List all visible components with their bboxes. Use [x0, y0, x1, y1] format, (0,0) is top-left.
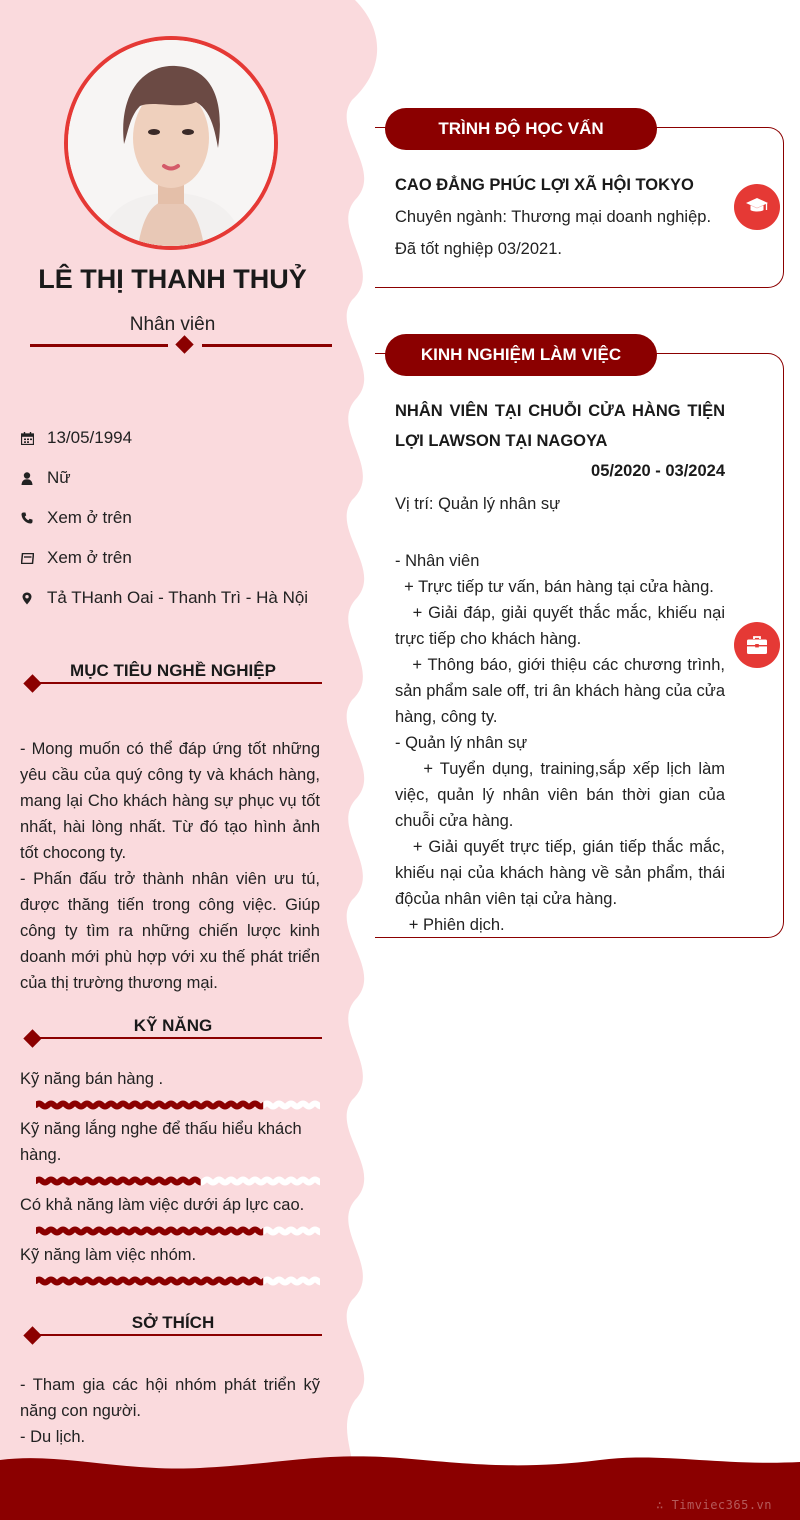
hobby-line: - Tham gia các hội nhóm phát triển kỹ năng con người. [20, 1376, 320, 1420]
objective-line: - Phấn đấu trở thành nhân viên ưu tú, được thăng tiến trong công việc. Giúp công ty tìm ra những chiến lược kinh doanh mới phù hợp với xu thế phát triển của thị trường thương mại. [20, 870, 320, 992]
watermark: ∴ Timviec365.vn [656, 1498, 772, 1512]
graduation-cap-icon [745, 197, 769, 217]
full-name: LÊ THỊ THANH THUỶ [38, 264, 307, 294]
skill-label: Kỹ năng làm việc nhóm. [20, 1246, 197, 1264]
header-line [38, 1037, 322, 1039]
education-graduation: Đã tốt nghiệp 03/2021. [395, 240, 562, 258]
divider-left [30, 344, 168, 347]
phone-value: Xem ở trên [47, 508, 132, 527]
sidebar [0, 0, 345, 1470]
job-title: NHÂN VIÊN TẠI CHUỖI CỬA HÀNG TIỆN LỢI LAWSON TẠI NAGOYA [395, 402, 725, 450]
hobbies-header [24, 1313, 322, 1349]
email-value: Xem ở trên [47, 548, 132, 567]
education-tab: TRÌNH ĐỘ HỌC VẤN [385, 108, 657, 150]
objective-text [20, 736, 320, 996]
info-birthday [20, 426, 132, 450]
user-icon [20, 471, 34, 485]
skill-bar [36, 1274, 320, 1288]
job-detail-line: - Nhân viên [395, 552, 480, 570]
job-detail-line: + Tuyển dụng, training,sắp xếp lịch làm việc, quản lý nhân viên bán thời gian của chuỗi cửa hàng. [395, 760, 730, 830]
objective-line: - Mong muốn có thể đáp ứng tốt những yêu cầu của quý công ty và khách hàng, mang lại Cho khách hàng sự phục vụ tốt nhất, hài lòng nhất. Từ đó tạo hình ảnh tốt chocong ty. [20, 740, 320, 862]
objective-header [24, 661, 322, 697]
info-address [20, 586, 308, 610]
skills-header [24, 1016, 322, 1052]
job-detail-line: + Phiên dịch. [395, 916, 505, 934]
skill-bar [36, 1224, 320, 1238]
job-role: Nhân viên [129, 314, 216, 335]
info-phone [20, 506, 132, 530]
avatar [64, 36, 278, 250]
job-detail-line: + Giải quyết trực tiếp, gián tiếp thắc mắc, khiếu nại của khách hàng về sản phẩm, thái độcủa nhân viên tại cửa hàng. [395, 838, 730, 908]
phone-icon [20, 511, 34, 525]
job-detail-line: + Giải đáp, giải quyết thắc mắc, khiếu nại trực tiếp cho khách hàng. [395, 604, 730, 648]
hobbies-text [20, 1372, 320, 1450]
objective-title: MỤC TIÊU NGHỀ NGHIỆP [70, 661, 276, 680]
skills-title: KỸ NĂNG [133, 1016, 213, 1035]
job-period: 05/2020 - 03/2024 [591, 462, 725, 480]
hobby-line: - Du lịch. [20, 1428, 86, 1446]
job-detail-line: - Quản lý nhân sự [395, 734, 528, 752]
info-email [20, 546, 132, 570]
school-name: CAO ĐẲNG PHÚC LỢI XÃ HỘI TOKYO [395, 176, 694, 194]
skill-label: Kỹ năng bán hàng . [20, 1070, 164, 1088]
profile-photo [68, 40, 274, 246]
skill-bar [36, 1174, 320, 1188]
experience-badge [734, 622, 780, 668]
gender-value: Nữ [47, 468, 71, 487]
address-value: Tả THanh Oai - Thanh Trì - Hà Nội [47, 588, 309, 607]
header-line [38, 1334, 322, 1336]
skill-label: Có khả năng làm việc dưới áp lực cao. [20, 1196, 305, 1214]
briefcase-icon [746, 636, 768, 655]
job-detail-line: + Thông báo, giới thiệu các chương trình, sản phẩm sale off, tri ân khách hàng của cửa hàng, công ty. [395, 656, 730, 726]
skill-bar [36, 1098, 320, 1112]
experience-tab: KINH NGHIỆM LÀM VIỆC [385, 334, 657, 376]
info-gender [20, 466, 71, 490]
birthday-value: 13/05/1994 [47, 428, 133, 447]
hobbies-title: SỞ THÍCH [131, 1313, 215, 1332]
header-line [38, 682, 322, 684]
job-detail-line: + Trực tiếp tư vấn, bán hàng tại cửa hàng. [395, 578, 714, 596]
email-icon [20, 551, 34, 565]
location-icon [20, 591, 34, 605]
divider-diamond [175, 335, 193, 353]
skill-label: Kỹ năng lắng nghe để thấu hiểu khách hàng. [20, 1120, 302, 1164]
education-major: Chuyên ngành: Thương mại doanh nghiệp. [395, 208, 712, 226]
job-position: Vị trí: Quản lý nhân sự [395, 495, 561, 513]
education-badge [734, 184, 780, 230]
calendar-icon [20, 431, 34, 445]
job-details [395, 522, 730, 964]
divider-right [202, 344, 332, 347]
